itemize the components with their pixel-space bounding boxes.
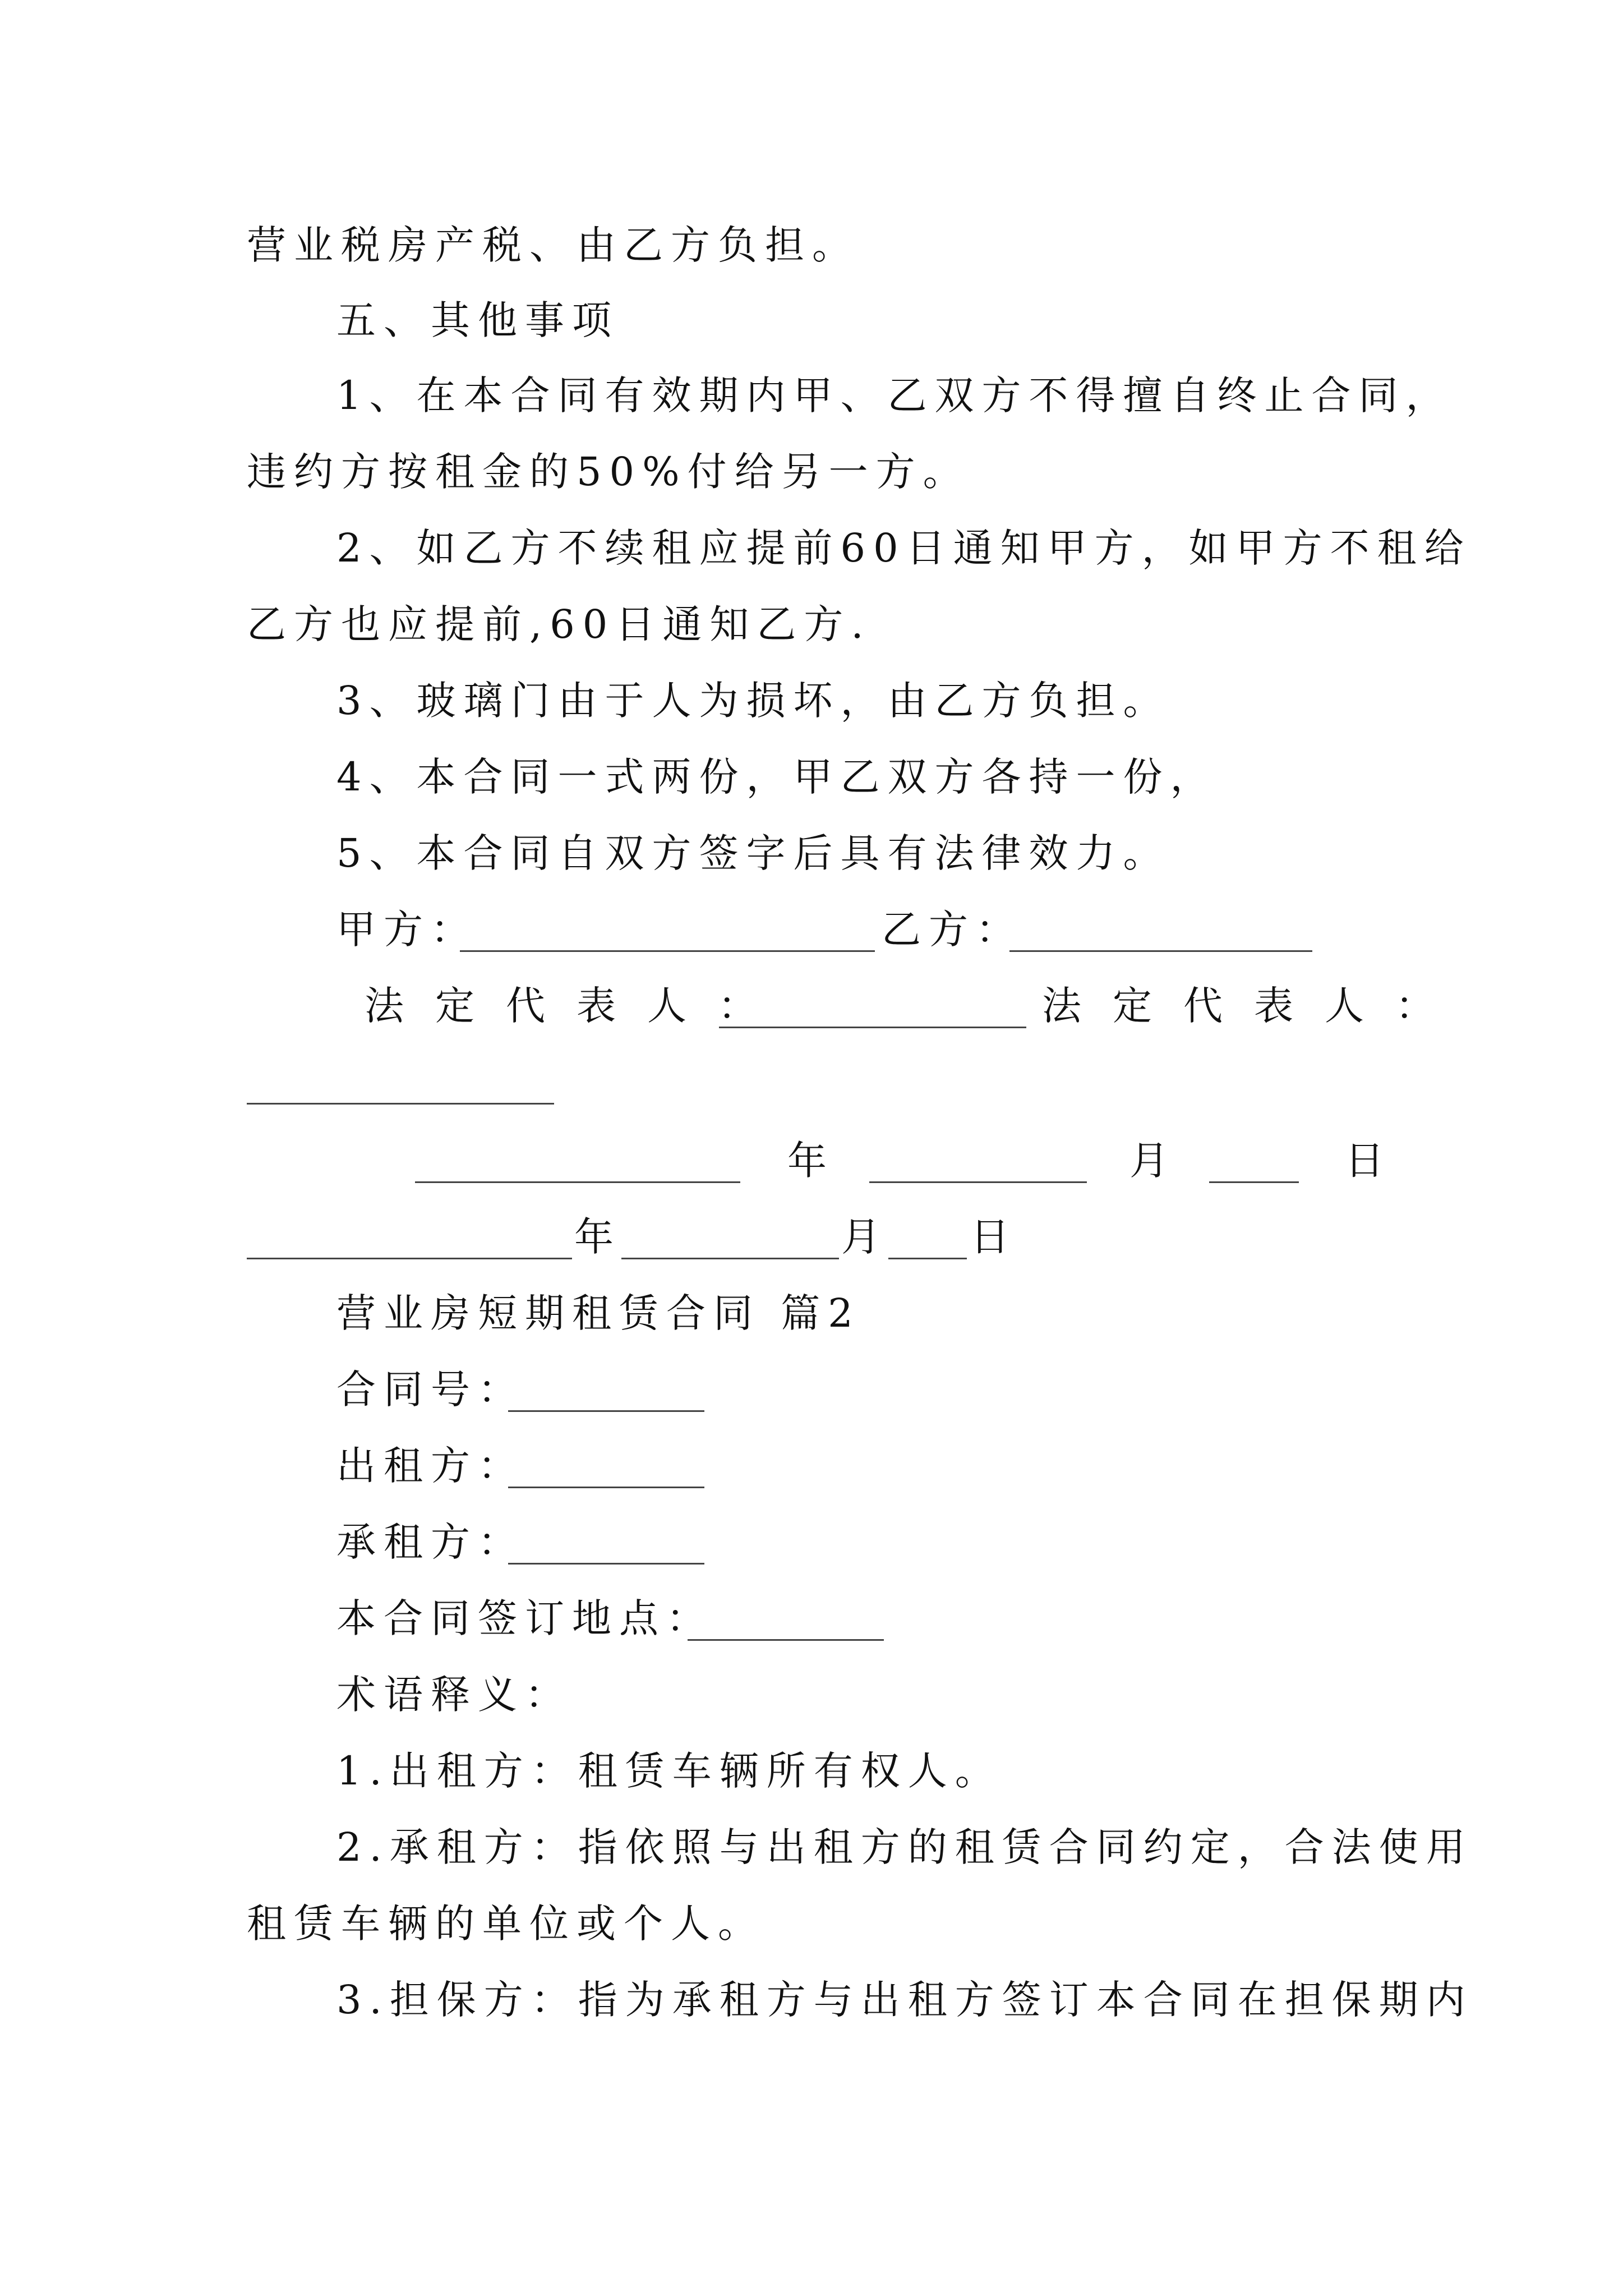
date-a-year-blank[interactable] (415, 1181, 740, 1183)
contract-no-blank[interactable] (508, 1410, 704, 1412)
legal-rep-label-b: 法定代表人： (1042, 983, 1466, 1029)
text-line: 3、玻璃门由于人为损坏，由乙方负担。 (336, 678, 1170, 724)
section-title: 营业房短期租赁合同 篇2 (336, 1290, 861, 1336)
date-b-month-blank[interactable] (621, 1258, 839, 1259)
sign-place-label: 本合同签订地点： (336, 1595, 713, 1641)
party-b-signature-blank[interactable] (1009, 950, 1312, 952)
text-line: 4、本合同一式两份，甲乙双方各持一份， (336, 754, 1218, 800)
lessor-label: 出租方： (336, 1443, 525, 1489)
legal-rep-label-a: 法定代表人： (365, 983, 789, 1029)
legal-rep-b-blank[interactable] (247, 1103, 554, 1105)
text-line: 2.承租方：指依照与出租方的租赁合同约定，合法使用 (336, 1824, 1473, 1870)
lessee-blank[interactable] (508, 1563, 704, 1565)
text-line: 营业税房产税、由乙方负担。 (247, 222, 859, 268)
year-label: 年 (574, 1214, 621, 1260)
text-line: 2、如乙方不续租应提前60日通知甲方，如甲方不租给 (336, 525, 1472, 571)
text-line: 3.担保方：指为承租方与出租方签订本合同在担保期内 (336, 1977, 1473, 2023)
text-line: 5、本合同自双方签字后具有法律效力。 (336, 830, 1170, 876)
day-label: 日 (1345, 1138, 1392, 1184)
text-line: 违约方按租金的50%付给另一方。 (247, 449, 970, 495)
year-label: 年 (787, 1138, 834, 1184)
party-a-label: 甲方： (336, 907, 478, 953)
legal-rep-a-blank[interactable] (719, 1027, 1026, 1028)
party-b-label: 乙方： (882, 907, 1023, 953)
lessor-blank[interactable] (508, 1487, 704, 1488)
lessee-label: 承租方： (336, 1519, 525, 1565)
month-label: 月 (841, 1214, 888, 1260)
text-line: 1.出租方：租赁车辆所有权人。 (336, 1748, 1002, 1794)
date-a-month-blank[interactable] (869, 1181, 1087, 1183)
section-heading: 五、其他事项 (336, 297, 619, 343)
date-b-year-blank[interactable] (247, 1258, 572, 1259)
text-line: 乙方也应提前,60日通知乙方. (247, 601, 872, 647)
party-a-signature-blank[interactable] (460, 950, 875, 952)
terms-heading: 术语释义： (336, 1672, 572, 1718)
day-label: 日 (970, 1214, 1017, 1260)
date-a-day-blank[interactable] (1209, 1181, 1299, 1183)
month-label: 月 (1129, 1138, 1177, 1184)
sign-place-blank[interactable] (688, 1639, 884, 1641)
date-b-day-blank[interactable] (888, 1258, 967, 1259)
text-line: 租赁车辆的单位或个人。 (247, 1901, 765, 1947)
text-line: 1、在本合同有效期内甲、乙双方不得擅自终止合同， (336, 372, 1453, 418)
contract-no-label: 合同号： (336, 1366, 525, 1412)
